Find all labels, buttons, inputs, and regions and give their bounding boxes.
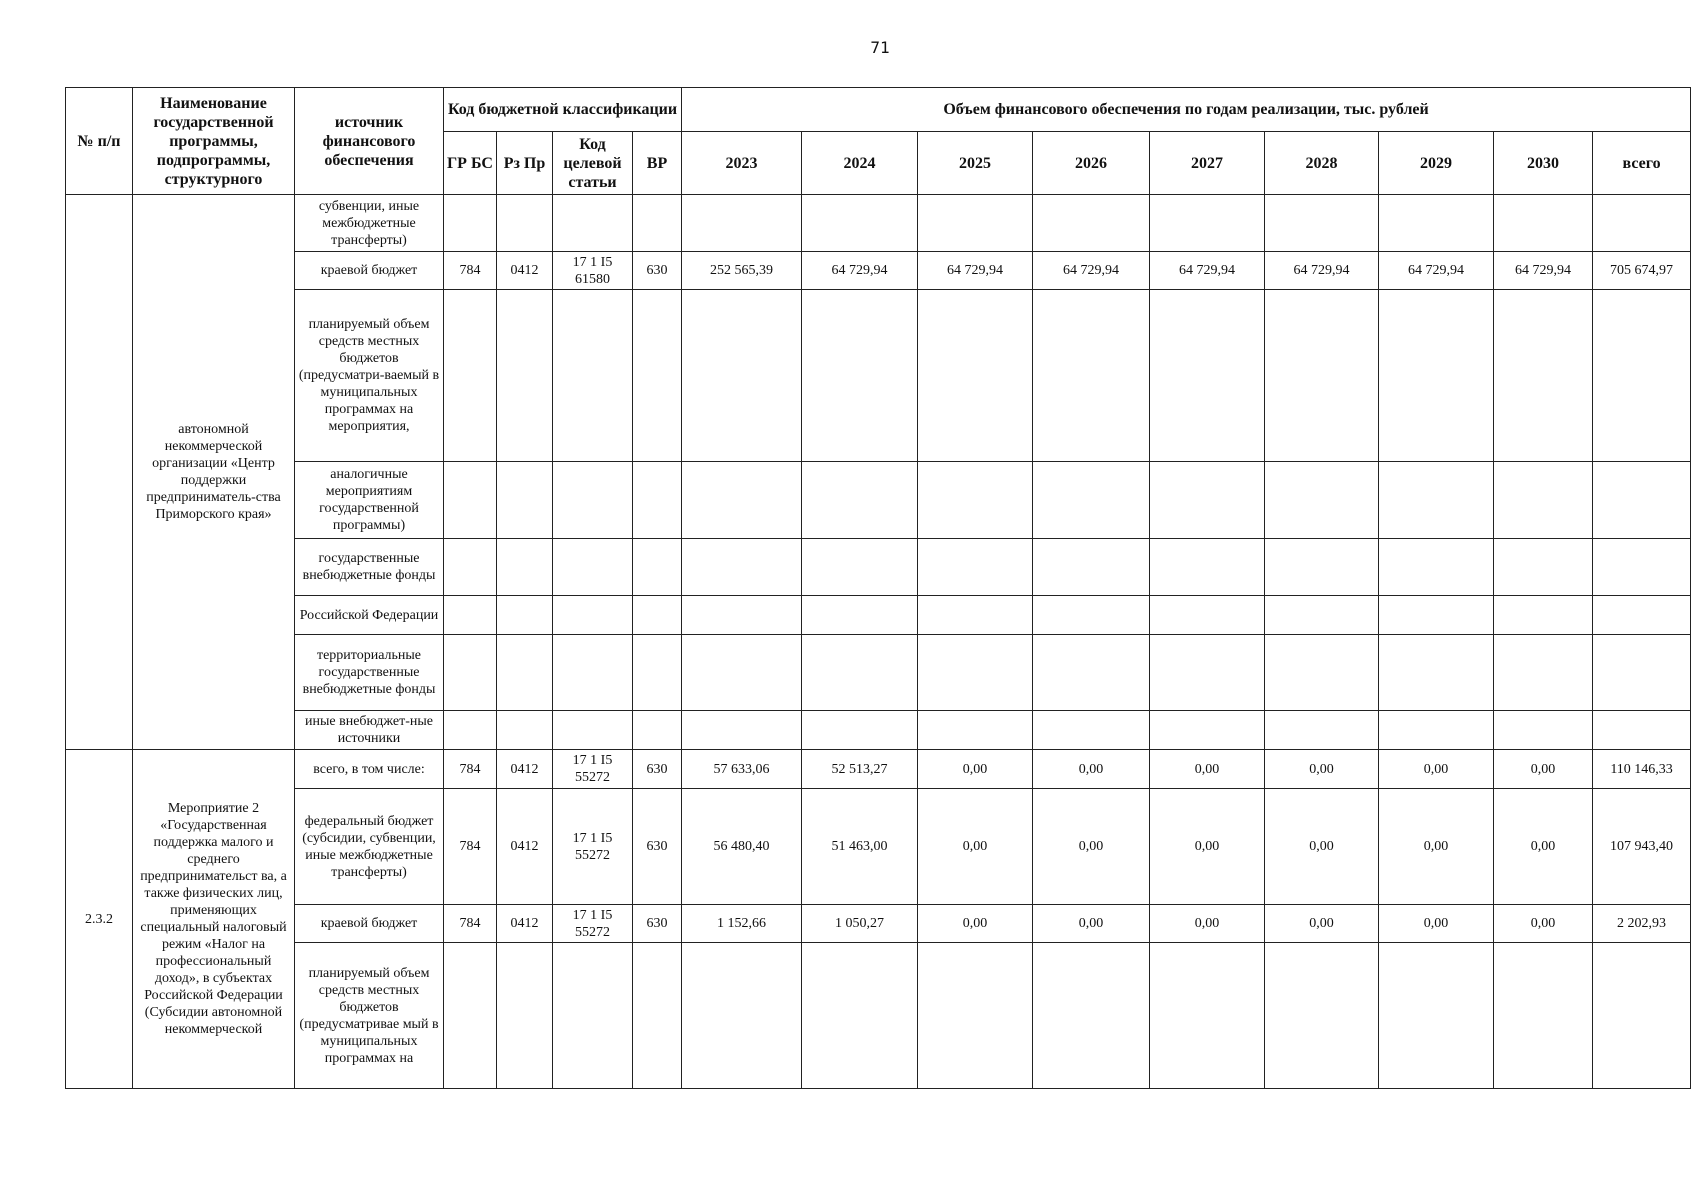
vr-cell (633, 290, 682, 462)
year-value-cell (1379, 596, 1494, 635)
year-value-cell (682, 943, 802, 1089)
grbs-cell (444, 539, 497, 596)
year-value-cell (1265, 711, 1379, 750)
kcs-cell (553, 195, 633, 252)
source-cell: иные внебюджет-ные источники (295, 711, 444, 750)
kcs-cell: 17 1 I5 61580 (553, 252, 633, 290)
year-value-cell (802, 195, 918, 252)
rzpr-cell (497, 943, 553, 1089)
rzpr-cell (497, 462, 553, 539)
year-value-cell (1265, 943, 1379, 1089)
year-value-cell (1494, 635, 1593, 711)
grbs-cell (444, 462, 497, 539)
kcs-cell: 17 1 I5 55272 (553, 750, 633, 789)
source-cell: планируемый объем средств местных бюджетов (предусматривае мый в муниципальных программах на (295, 943, 444, 1089)
header-rzpr: Рз Пр (497, 132, 553, 195)
vr-cell (633, 635, 682, 711)
grbs-cell (444, 635, 497, 711)
year-value-cell: 0,00 (1494, 789, 1593, 905)
year-value-cell (1033, 290, 1150, 462)
table-row (66, 596, 1691, 635)
header-total: всего (1593, 132, 1691, 195)
year-value-cell: 64 729,94 (918, 252, 1033, 290)
vr-cell: 630 (633, 789, 682, 905)
kcs-cell (553, 635, 633, 711)
table-row (66, 750, 1691, 789)
grbs-cell (444, 943, 497, 1089)
year-value-cell (1033, 462, 1150, 539)
year-value-cell (1379, 539, 1494, 596)
year-value-cell: 1 152,66 (682, 905, 802, 943)
year-value-cell: 0,00 (918, 750, 1033, 789)
source-cell: краевой бюджет (295, 905, 444, 943)
page-number: 71 (870, 38, 890, 57)
year-value-cell (918, 635, 1033, 711)
year-value-cell (1150, 195, 1265, 252)
year-value-cell: 0,00 (1033, 789, 1150, 905)
rzpr-cell (497, 711, 553, 750)
program-name-cell: автономной некоммерческой организации «Центр поддержки предприниматель-ства Приморского края» (133, 195, 295, 750)
header-year: 2025 (918, 132, 1033, 195)
year-value-cell (1150, 711, 1265, 750)
year-value-cell (1379, 195, 1494, 252)
kcs-cell (553, 290, 633, 462)
year-value-cell: 0,00 (1265, 905, 1379, 943)
year-value-cell (1033, 943, 1150, 1089)
total-value-cell (1593, 290, 1691, 462)
year-value-cell (1494, 943, 1593, 1089)
year-value-cell (918, 195, 1033, 252)
rzpr-cell (497, 539, 553, 596)
rzpr-cell (497, 290, 553, 462)
source-cell: Российской Федерации (295, 596, 444, 635)
year-value-cell (1033, 195, 1150, 252)
year-value-cell (1265, 195, 1379, 252)
header-kcs: Код целевой статьи (553, 132, 633, 195)
vr-cell (633, 596, 682, 635)
year-value-cell: 0,00 (1150, 905, 1265, 943)
vr-cell (633, 462, 682, 539)
grbs-cell: 784 (444, 789, 497, 905)
table-row (66, 789, 1691, 905)
grbs-cell (444, 290, 497, 462)
source-cell: федеральный бюджет (субсидии, субвенции, иные межбюджетные трансферты) (295, 789, 444, 905)
year-value-cell (802, 596, 918, 635)
total-value-cell: 107 943,40 (1593, 789, 1691, 905)
year-value-cell: 57 633,06 (682, 750, 802, 789)
year-value-cell: 56 480,40 (682, 789, 802, 905)
year-value-cell: 0,00 (1494, 750, 1593, 789)
vr-cell: 630 (633, 252, 682, 290)
year-value-cell (682, 195, 802, 252)
year-value-cell (1033, 711, 1150, 750)
grbs-cell: 784 (444, 252, 497, 290)
kcs-cell (553, 596, 633, 635)
vr-cell (633, 943, 682, 1089)
year-value-cell (802, 711, 918, 750)
grbs-cell (444, 195, 497, 252)
total-value-cell (1593, 943, 1691, 1089)
kcs-cell (553, 711, 633, 750)
total-value-cell (1593, 462, 1691, 539)
year-value-cell: 1 050,27 (802, 905, 918, 943)
total-value-cell: 2 202,93 (1593, 905, 1691, 943)
table-row (66, 711, 1691, 750)
year-value-cell: 0,00 (1379, 750, 1494, 789)
total-value-cell (1593, 539, 1691, 596)
year-value-cell: 52 513,27 (802, 750, 918, 789)
table-row (66, 290, 1691, 462)
vr-cell: 630 (633, 905, 682, 943)
year-value-cell (802, 462, 918, 539)
total-value-cell (1593, 596, 1691, 635)
year-value-cell (682, 635, 802, 711)
table-row (66, 905, 1691, 943)
year-value-cell (1494, 596, 1593, 635)
year-value-cell: 64 729,94 (1033, 252, 1150, 290)
budget-table (65, 87, 1691, 1089)
year-value-cell (802, 635, 918, 711)
kcs-cell (553, 943, 633, 1089)
year-value-cell: 0,00 (1033, 905, 1150, 943)
year-value-cell: 0,00 (918, 789, 1033, 905)
year-value-cell (1494, 195, 1593, 252)
year-value-cell (1494, 539, 1593, 596)
header-code-group: Код бюджетной классификации (444, 88, 682, 132)
header-year: 2029 (1379, 132, 1494, 195)
year-value-cell: 0,00 (1494, 905, 1593, 943)
vr-cell (633, 195, 682, 252)
grbs-cell (444, 596, 497, 635)
year-value-cell: 64 729,94 (1494, 252, 1593, 290)
table-row (66, 462, 1691, 539)
header-year: 2030 (1494, 132, 1593, 195)
table-row (66, 635, 1691, 711)
year-value-cell: 0,00 (1150, 750, 1265, 789)
source-cell: государственные внебюджетные фонды (295, 539, 444, 596)
table-row (66, 539, 1691, 596)
kcs-cell: 17 1 I5 55272 (553, 905, 633, 943)
year-value-cell: 0,00 (1265, 750, 1379, 789)
total-value-cell: 705 674,97 (1593, 252, 1691, 290)
year-value-cell (1265, 539, 1379, 596)
table-row (66, 195, 1691, 252)
year-value-cell: 51 463,00 (802, 789, 918, 905)
rzpr-cell (497, 635, 553, 711)
source-cell: аналогичные мероприятиям государственной программы) (295, 462, 444, 539)
header-year: 2026 (1033, 132, 1150, 195)
year-value-cell (682, 596, 802, 635)
rzpr-cell: 0412 (497, 750, 553, 789)
source-cell: субвенции, иные межбюджетные трансферты) (295, 195, 444, 252)
row-num-cell: 2.3.2 (66, 750, 133, 1089)
header-year: 2027 (1150, 132, 1265, 195)
table-row (66, 943, 1691, 1089)
year-value-cell (918, 596, 1033, 635)
total-value-cell (1593, 195, 1691, 252)
header-year: 2023 (682, 132, 802, 195)
row-num-cell (66, 195, 133, 750)
year-value-cell (802, 290, 918, 462)
year-value-cell (1265, 462, 1379, 539)
rzpr-cell: 0412 (497, 905, 553, 943)
vr-cell (633, 711, 682, 750)
year-value-cell (1150, 596, 1265, 635)
header-vr: ВР (633, 132, 682, 195)
year-value-cell: 0,00 (1033, 750, 1150, 789)
year-value-cell (1494, 462, 1593, 539)
table-row (66, 252, 1691, 290)
total-value-cell: 110 146,33 (1593, 750, 1691, 789)
year-value-cell (682, 539, 802, 596)
year-value-cell (918, 290, 1033, 462)
kcs-cell (553, 539, 633, 596)
year-value-cell (1379, 711, 1494, 750)
year-value-cell (802, 539, 918, 596)
year-value-cell (1494, 290, 1593, 462)
year-value-cell: 0,00 (1265, 789, 1379, 905)
year-value-cell (1033, 539, 1150, 596)
vr-cell (633, 539, 682, 596)
year-value-cell: 0,00 (1379, 789, 1494, 905)
vr-cell: 630 (633, 750, 682, 789)
year-value-cell: 64 729,94 (1379, 252, 1494, 290)
year-value-cell (682, 711, 802, 750)
year-value-cell (1379, 462, 1494, 539)
year-value-cell: 0,00 (918, 905, 1033, 943)
header-grbs: ГР БС (444, 132, 497, 195)
year-value-cell (1494, 711, 1593, 750)
total-value-cell (1593, 635, 1691, 711)
year-value-cell (682, 290, 802, 462)
kcs-cell: 17 1 I5 55272 (553, 789, 633, 905)
year-value-cell: 64 729,94 (1150, 252, 1265, 290)
rzpr-cell: 0412 (497, 789, 553, 905)
header-source: источник финансового обеспечения (295, 88, 444, 195)
year-value-cell (1033, 596, 1150, 635)
year-value-cell (918, 539, 1033, 596)
year-value-cell (1379, 635, 1494, 711)
source-cell: всего, в том числе: (295, 750, 444, 789)
year-value-cell: 0,00 (1150, 789, 1265, 905)
grbs-cell (444, 711, 497, 750)
year-value-cell (1150, 462, 1265, 539)
year-value-cell (918, 711, 1033, 750)
total-value-cell (1593, 711, 1691, 750)
kcs-cell (553, 462, 633, 539)
rzpr-cell (497, 596, 553, 635)
year-value-cell: 252 565,39 (682, 252, 802, 290)
rzpr-cell: 0412 (497, 252, 553, 290)
year-value-cell (1150, 943, 1265, 1089)
year-value-cell (1265, 290, 1379, 462)
source-cell: территориальные государственные внебюджетные фонды (295, 635, 444, 711)
header-name: Наименование государственной программы, подпрограммы, структурного (133, 88, 295, 195)
year-value-cell (1379, 943, 1494, 1089)
year-value-cell (918, 943, 1033, 1089)
program-name-cell: Мероприятие 2 «Государственная поддержка малого и среднего предпринимательст ва, а также физических лиц, применяющих специальный налоговый режим «Налог на профессиональный доход», в субъектах Российской Федерации (Субсидии автономной некоммерческой (133, 750, 295, 1089)
grbs-cell: 784 (444, 905, 497, 943)
year-value-cell: 0,00 (1379, 905, 1494, 943)
year-value-cell (1150, 290, 1265, 462)
year-value-cell (1265, 635, 1379, 711)
header-volume-group: Объем финансового обеспечения по годам реализации, тыс. рублей (682, 88, 1691, 132)
year-value-cell (1150, 635, 1265, 711)
rzpr-cell (497, 195, 553, 252)
source-cell: краевой бюджет (295, 252, 444, 290)
grbs-cell: 784 (444, 750, 497, 789)
year-value-cell (918, 462, 1033, 539)
year-value-cell (1150, 539, 1265, 596)
source-cell: планируемый объем средств местных бюджетов (предусматри-ваемый в муниципальных программах на мероприятия, (295, 290, 444, 462)
year-value-cell (1265, 596, 1379, 635)
year-value-cell (1033, 635, 1150, 711)
header-year: 2028 (1265, 132, 1379, 195)
year-value-cell: 64 729,94 (802, 252, 918, 290)
year-value-cell (1379, 290, 1494, 462)
header-year: 2024 (802, 132, 918, 195)
year-value-cell (802, 943, 918, 1089)
year-value-cell: 64 729,94 (1265, 252, 1379, 290)
year-value-cell (682, 462, 802, 539)
header-num: № п/п (66, 88, 133, 195)
